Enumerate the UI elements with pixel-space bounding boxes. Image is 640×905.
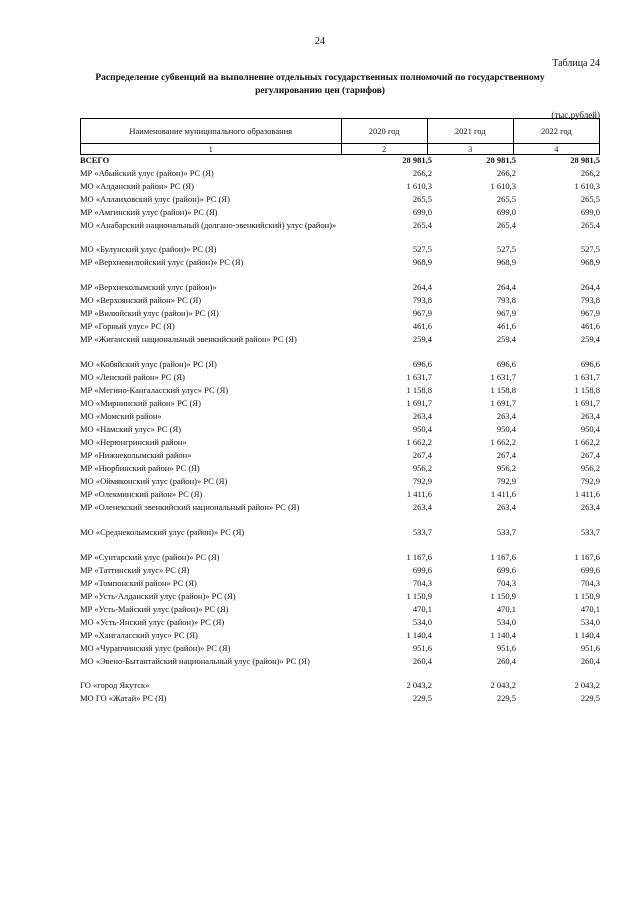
row-2022: 263,4 xyxy=(580,411,600,421)
header-2022: 2022 год xyxy=(513,119,599,144)
row-2020: 264,4 xyxy=(412,282,432,292)
row-name: МО «Ленский район» РС (Я) xyxy=(80,372,185,382)
row-2021: 263,4 xyxy=(496,411,516,421)
table-row xyxy=(80,308,600,321)
row-2021: 1 631,7 xyxy=(490,372,516,382)
row-2020: 792,9 xyxy=(412,476,432,486)
row-name: МО «Среднеколымский улус (район)» РС (Я) xyxy=(80,527,245,537)
header-name: Наименование муниципального образования xyxy=(81,119,342,144)
row-2020: 260,4 xyxy=(412,656,432,666)
row-name: МО ГО «Жатай» РС (Я) xyxy=(80,693,167,703)
table-row xyxy=(80,207,600,220)
row-2022: 1 662,2 xyxy=(574,437,600,447)
row-2020: 263,4 xyxy=(412,411,432,421)
row-2020: 951,6 xyxy=(412,643,432,653)
row-2022: 265,4 xyxy=(580,220,600,230)
row-2022: 1 631,7 xyxy=(574,372,600,382)
table-row xyxy=(80,527,600,540)
table-row xyxy=(80,450,600,463)
row-2022: 28 981,5 xyxy=(570,155,600,165)
row-name: МО «Булунский улус (район)» РС (Я) xyxy=(80,244,217,254)
row-2022: 696,6 xyxy=(580,359,600,369)
row-2021: 967,9 xyxy=(496,308,516,318)
row-2021: 28 981,5 xyxy=(486,155,516,165)
row-name: МО «Кобяйский улус (район)» РС (Я) xyxy=(80,359,217,369)
row-2022: 1 150,9 xyxy=(574,591,600,601)
row-name: МО «Мирнинский район» РС (Я) xyxy=(80,398,201,408)
table-row xyxy=(80,295,600,308)
table-row xyxy=(80,693,600,706)
table-row xyxy=(80,168,600,181)
table-row xyxy=(80,476,600,489)
row-2021: 527,5 xyxy=(496,244,516,254)
table-row-total xyxy=(80,155,600,168)
row-2020: 704,3 xyxy=(412,578,432,588)
row-2021: 1 167,6 xyxy=(490,552,516,562)
row-2021: 968,9 xyxy=(496,257,516,267)
row-2022: 793,8 xyxy=(580,295,600,305)
title-line-1: Распределение субвенций на выполнение отдельных государственных полномочий по государственному xyxy=(95,73,545,83)
row-2021: 264,4 xyxy=(496,282,516,292)
table-row xyxy=(80,565,600,578)
row-2020: 1 411,6 xyxy=(406,489,432,499)
row-2021: 265,5 xyxy=(496,194,516,204)
row-2022: 534,0 xyxy=(580,617,600,627)
header-2021: 2021 год xyxy=(427,119,513,144)
row-2021: 2 043,2 xyxy=(490,680,516,690)
row-name: МО «Анабарский национальный (долгано-эвенкийский) улус (район)» xyxy=(80,220,337,230)
row-2022: 967,9 xyxy=(580,308,600,318)
row-2020: 2 043,2 xyxy=(406,680,432,690)
row-2022: 470,1 xyxy=(580,604,600,614)
row-2020: 534,0 xyxy=(412,617,432,627)
row-2020: 28 981,5 xyxy=(402,155,432,165)
row-name: МР «Хангаласский улус» РС (Я) xyxy=(80,630,198,640)
table-row xyxy=(80,604,600,617)
table-row xyxy=(80,552,600,565)
row-2022: 956,2 xyxy=(580,463,600,473)
row-2020: 696,6 xyxy=(412,359,432,369)
row-2020: 1 691,7 xyxy=(406,398,432,408)
row-2021: 267,4 xyxy=(496,450,516,460)
row-2020: 793,8 xyxy=(412,295,432,305)
row-name: МР «Томпонский район» РС (Я) xyxy=(80,578,197,588)
row-2021: 1 150,9 xyxy=(490,591,516,601)
row-2020: 1 158,8 xyxy=(406,385,432,395)
row-2022: 1 411,6 xyxy=(574,489,600,499)
units-label: (тыс.рублей) xyxy=(551,110,600,120)
row-2022: 792,9 xyxy=(580,476,600,486)
row-2021: 1 691,7 xyxy=(490,398,516,408)
row-name: МР «Оленекский эвенкийский национальный район» РС (Я) xyxy=(80,502,300,512)
row-2020: 1 662,2 xyxy=(406,437,432,447)
row-name: МР «Жиганский национальный эвенкийский район» РС (Я) xyxy=(80,334,297,344)
row-2021: 461,6 xyxy=(496,321,516,331)
table-row xyxy=(80,181,600,194)
row-2022: 266,2 xyxy=(580,168,600,178)
row-name: МО «Усть-Янский улус (район)» РС (Я) xyxy=(80,617,225,627)
row-2021: 229,5 xyxy=(496,693,516,703)
row-name: МР «Нюрбинский район» РС (Я) xyxy=(80,463,200,473)
row-2020: 968,9 xyxy=(412,257,432,267)
row-2022: 229,5 xyxy=(580,693,600,703)
row-2020: 956,2 xyxy=(412,463,432,473)
table-row xyxy=(80,424,600,437)
row-2021: 260,4 xyxy=(496,656,516,666)
row-2022: 968,9 xyxy=(580,257,600,267)
table-row xyxy=(80,489,600,502)
header-num-2: 2 xyxy=(341,144,427,155)
row-name: МР «Таттинский улус» РС (Я) xyxy=(80,565,190,575)
row-name: МО «Верхоянский район» РС (Я) xyxy=(80,295,202,305)
row-name: МР «Амгинский улус (район)» РС (Я) xyxy=(80,207,218,217)
table-row xyxy=(80,502,600,515)
row-2020: 950,4 xyxy=(412,424,432,434)
row-2022: 704,3 xyxy=(580,578,600,588)
row-2020: 470,1 xyxy=(412,604,432,614)
row-name: ВСЕГО xyxy=(80,155,110,165)
table-row xyxy=(80,437,600,450)
row-2022: 699,6 xyxy=(580,565,600,575)
table-row xyxy=(80,680,600,693)
table-row xyxy=(80,220,600,244)
row-2021: 792,9 xyxy=(496,476,516,486)
row-2021: 1 662,2 xyxy=(490,437,516,447)
row-2022: 263,4 xyxy=(580,502,600,512)
table-row xyxy=(80,194,600,207)
row-name: МР «Горный улус» РС (Я) xyxy=(80,321,175,331)
row-2020: 527,5 xyxy=(412,244,432,254)
row-2021: 534,0 xyxy=(496,617,516,627)
row-2021: 1 140,4 xyxy=(490,630,516,640)
row-2021: 696,6 xyxy=(496,359,516,369)
table-row xyxy=(80,578,600,591)
table-row xyxy=(80,385,600,398)
row-2022: 267,4 xyxy=(580,450,600,460)
row-name: МО «Оймяконский улус (район)» РС (Я) xyxy=(80,476,228,486)
row-2020: 1 150,9 xyxy=(406,591,432,601)
row-2020: 265,5 xyxy=(412,194,432,204)
row-2022: 260,4 xyxy=(580,656,600,666)
row-2020: 699,6 xyxy=(412,565,432,575)
row-2020: 1 610,3 xyxy=(406,181,432,191)
row-2020: 1 631,7 xyxy=(406,372,432,382)
row-name: МР «Сунтарский улус (район)» РС (Я) xyxy=(80,552,220,562)
table-row xyxy=(80,282,600,295)
row-name: МО «Нерюнгринский район» xyxy=(80,437,187,447)
row-2021: 265,4 xyxy=(496,220,516,230)
row-2021: 1 610,3 xyxy=(490,181,516,191)
table-header xyxy=(80,118,600,155)
row-name: МР «Олекминский район» РС (Я) xyxy=(80,489,203,499)
table-row xyxy=(80,463,600,476)
row-name: МО «Алданский район» РС (Я) xyxy=(80,181,194,191)
row-2022: 1 140,4 xyxy=(574,630,600,640)
table-row xyxy=(80,244,600,257)
row-name: МО «Чурапчинский улус (район)» РС (Я) xyxy=(80,643,231,653)
row-2020: 533,7 xyxy=(412,527,432,537)
table-row xyxy=(80,591,600,604)
row-2020: 267,4 xyxy=(412,450,432,460)
page-number: 24 xyxy=(315,36,325,47)
row-name: МО «Эвено-Бытантайский национальный улус (район)» РС (Я) xyxy=(80,656,310,666)
row-name: МР «Вилюйский улус (район)» РС (Я) xyxy=(80,308,219,318)
row-name: МР «Верхнеколымский улус (район)» xyxy=(80,282,217,292)
row-2020: 265,4 xyxy=(412,220,432,230)
row-2021: 704,3 xyxy=(496,578,516,588)
row-2022: 533,7 xyxy=(580,527,600,537)
header-num-1: 1 xyxy=(81,144,342,155)
row-2021: 793,8 xyxy=(496,295,516,305)
row-name: МР «Нижнеколымский район» xyxy=(80,450,192,460)
row-2021: 266,2 xyxy=(496,168,516,178)
row-2022: 699,0 xyxy=(580,207,600,217)
row-2021: 699,0 xyxy=(496,207,516,217)
row-2022: 950,4 xyxy=(580,424,600,434)
row-2022: 951,6 xyxy=(580,643,600,653)
row-2022: 264,4 xyxy=(580,282,600,292)
row-2022: 1 691,7 xyxy=(574,398,600,408)
row-2022: 2 043,2 xyxy=(574,680,600,690)
header-num-4: 4 xyxy=(513,144,599,155)
row-2021: 956,2 xyxy=(496,463,516,473)
row-2021: 950,4 xyxy=(496,424,516,434)
row-2021: 1 158,8 xyxy=(490,385,516,395)
row-2022: 1 610,3 xyxy=(574,181,600,191)
table-row xyxy=(80,630,600,643)
header-num-3: 3 xyxy=(427,144,513,155)
row-2020: 266,2 xyxy=(412,168,432,178)
row-name: МР «Верхневилюйский улус (район)» РС (Я) xyxy=(80,257,244,267)
table-row xyxy=(80,411,600,424)
row-name: МР «Усть-Алданский улус (район)» РС (Я) xyxy=(80,591,236,601)
row-2021: 259,4 xyxy=(496,334,516,344)
title-line-2: регулированию цен (тарифов) xyxy=(255,86,385,96)
row-2021: 533,7 xyxy=(496,527,516,537)
row-name: МР «Усть-Майский улус (район)» РС (Я) xyxy=(80,604,229,614)
row-2020: 259,4 xyxy=(412,334,432,344)
row-2022: 461,6 xyxy=(580,321,600,331)
row-2022: 527,5 xyxy=(580,244,600,254)
row-2020: 263,4 xyxy=(412,502,432,512)
table-row xyxy=(80,359,600,372)
header-2020: 2020 год xyxy=(341,119,427,144)
row-2022: 1 167,6 xyxy=(574,552,600,562)
row-2022: 265,5 xyxy=(580,194,600,204)
row-2020: 967,9 xyxy=(412,308,432,318)
table-row xyxy=(80,617,600,630)
row-2020: 1 140,4 xyxy=(406,630,432,640)
row-2020: 229,5 xyxy=(412,693,432,703)
table-row xyxy=(80,321,600,334)
row-name: ГО «город Якутск» xyxy=(80,680,150,690)
row-name: МО «Момский район» xyxy=(80,411,162,421)
table-row xyxy=(80,334,600,347)
row-2022: 1 158,8 xyxy=(574,385,600,395)
table-row xyxy=(80,656,600,680)
table-row xyxy=(80,398,600,411)
row-2021: 470,1 xyxy=(496,604,516,614)
row-2020: 461,6 xyxy=(412,321,432,331)
table-body xyxy=(80,155,600,706)
table-row xyxy=(80,643,600,656)
row-2021: 951,6 xyxy=(496,643,516,653)
row-2020: 1 167,6 xyxy=(406,552,432,562)
row-2022: 259,4 xyxy=(580,334,600,344)
table-row xyxy=(80,372,600,385)
row-name: МО «Аллаиховский улус (район)» РС (Я) xyxy=(80,194,230,204)
row-2021: 263,4 xyxy=(496,502,516,512)
table-row xyxy=(80,257,600,270)
table-label: Таблица 24 xyxy=(552,58,600,69)
row-name: МР «Мегино-Кангаласский улус» РС (Я) xyxy=(80,385,229,395)
row-2020: 699,0 xyxy=(412,207,432,217)
row-name: МР «Абыйский улус (район)» РС (Я) xyxy=(80,168,214,178)
document-title xyxy=(95,72,545,98)
row-2021: 1 411,6 xyxy=(490,489,516,499)
row-2021: 699,6 xyxy=(496,565,516,575)
row-name: МО «Намский улус» РС (Я) xyxy=(80,424,181,434)
